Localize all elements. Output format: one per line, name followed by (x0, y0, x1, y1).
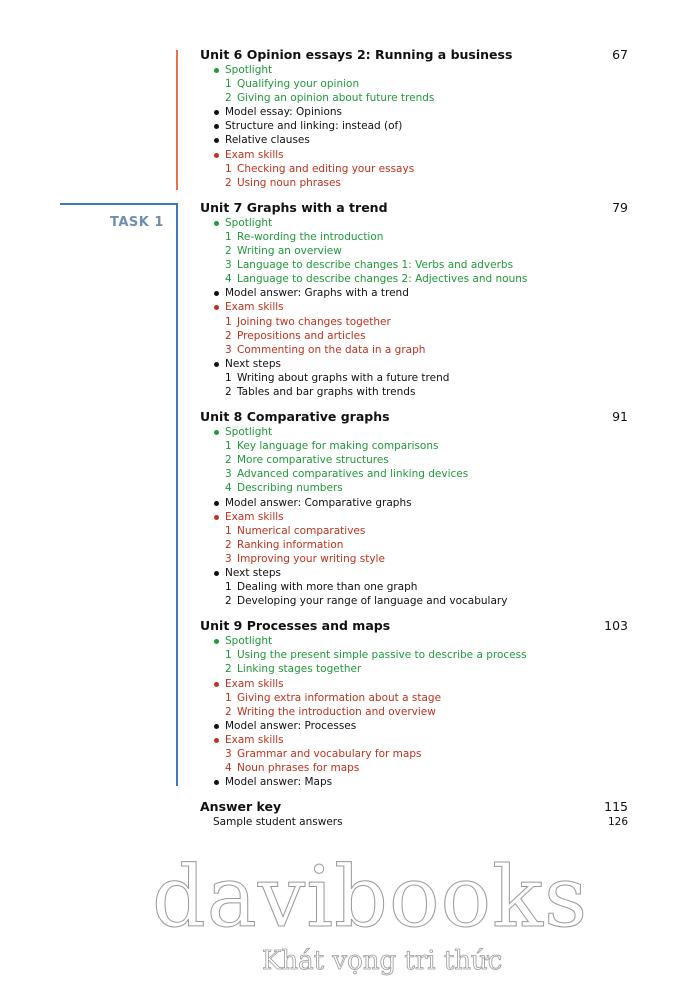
toc-subsection-entry[interactable] (200, 329, 628, 343)
entry-number: 3 (225, 468, 232, 481)
entry-number: 2 (225, 595, 232, 608)
entry-text: Exam skills (225, 148, 284, 161)
toc-subsection-entry[interactable] (200, 662, 628, 676)
entry-text: Model answer: Maps (225, 776, 333, 789)
entry-number: 1 (225, 581, 232, 594)
toc-section-entry[interactable] (200, 105, 628, 119)
entry-number: 1 (225, 315, 232, 328)
entry-text: Model answer: Comparative graphs (225, 496, 412, 509)
bullet-icon (214, 571, 219, 576)
entry-text: Exam skills (225, 733, 284, 746)
unit-section (200, 200, 628, 399)
unit-title: Unit 8 Comparative graphs (200, 409, 390, 425)
toc-subsection-entry[interactable] (200, 761, 628, 775)
entry-text: Spotlight (225, 426, 273, 439)
toc-subsection-entry[interactable] (200, 453, 628, 467)
entry-number: 1 (225, 649, 232, 662)
entry-text: Model essay: Opinions (225, 106, 342, 119)
toc-subsection-entry[interactable] (200, 244, 628, 258)
entry-number: 3 (225, 343, 232, 356)
unit-title: Unit 9 Processes and maps (200, 618, 391, 634)
sample-answers-page: 126 (607, 816, 628, 829)
toc-subsection-entry[interactable] (200, 77, 628, 91)
entry-text: Using noun phrases (237, 176, 341, 189)
entry-text: Model answer: Processes (225, 719, 357, 732)
entry-text: Commenting on the data in a graph (237, 343, 426, 356)
bullet-icon (214, 738, 219, 743)
entry-number: 3 (225, 552, 232, 565)
entry-text: Noun phrases for maps (237, 762, 360, 775)
entry-number: 1 (225, 371, 232, 384)
toc-subsection-entry[interactable] (200, 648, 628, 662)
toc-section-entry[interactable] (200, 148, 628, 162)
entry-text: Improving your writing style (237, 552, 385, 565)
toc-section-entry[interactable] (200, 119, 628, 133)
entry-number: 3 (225, 748, 232, 761)
unit-section (200, 47, 628, 190)
toc-section-entry[interactable] (200, 133, 628, 147)
toc-subsection-entry[interactable] (200, 343, 628, 357)
bullet-icon (214, 682, 219, 687)
table-of-contents (200, 47, 628, 839)
toc-section-entry[interactable] (200, 566, 628, 580)
entry-text: Exam skills (225, 677, 284, 690)
section-divider-orange (176, 50, 178, 190)
toc-subsection-entry[interactable] (200, 481, 628, 495)
entry-text: More comparative structures (237, 454, 389, 467)
entry-text: Grammar and vocabulary for maps (237, 748, 422, 761)
toc-subsection-entry[interactable] (200, 467, 628, 481)
entry-text: Exam skills (225, 301, 284, 314)
toc-subsection-entry[interactable] (200, 91, 628, 105)
entry-text: Prepositions and articles (237, 329, 366, 342)
entry-text: Re-wording the introduction (237, 230, 384, 243)
toc-subsection-entry[interactable] (200, 272, 628, 286)
toc-section-entry[interactable] (200, 719, 628, 733)
entry-text: Developing your range of language and vocabulary (237, 595, 508, 608)
entry-text: Ranking information (237, 538, 344, 551)
entry-text: Language to describe changes 1: Verbs and adverbs (237, 259, 514, 272)
unit-heading[interactable] (200, 200, 628, 216)
entry-number: 4 (225, 482, 232, 495)
toc-section-entry[interactable] (200, 775, 628, 789)
entry-text: Model answer: Graphs with a trend (225, 287, 409, 300)
unit-section (200, 409, 628, 608)
sample-answers-title: Sample student answers (213, 816, 343, 829)
entry-text: Advanced comparatives and linking devices (237, 468, 469, 481)
entry-number: 2 (225, 705, 232, 718)
toc-section-entry[interactable] (200, 357, 628, 371)
entry-text: Using the present simple passive to describe a process (237, 649, 527, 662)
toc-section-entry[interactable] (200, 510, 628, 524)
toc-subsection-entry[interactable] (200, 691, 628, 705)
entry-number: 4 (225, 762, 232, 775)
toc-section-entry[interactable] (200, 286, 628, 300)
toc-section-entry[interactable] (200, 216, 628, 230)
section-divider-blue-vertical (176, 203, 178, 786)
bullet-icon (214, 362, 219, 367)
toc-subsection-entry[interactable] (200, 580, 628, 594)
entry-text: Linking stages together (237, 663, 362, 676)
entry-number: 1 (225, 524, 232, 537)
unit-title: Unit 7 Graphs with a trend (200, 199, 388, 215)
section-divider-blue-horizontal (60, 203, 178, 205)
unit-title: Unit 6 Opinion essays 2: Running a business (200, 47, 513, 62)
toc-subsection-entry[interactable] (200, 747, 628, 761)
toc-section-entry[interactable] (200, 677, 628, 691)
answer-key-page: 115 (604, 799, 628, 815)
toc-subsection-entry[interactable] (200, 258, 628, 272)
entry-number: 1 (225, 78, 232, 91)
sample-answers-entry[interactable] (200, 815, 628, 829)
entry-text: Giving extra information about a stage (237, 691, 442, 704)
bullet-icon (214, 515, 219, 520)
entry-text: Structure and linking: instead (of) (225, 120, 403, 133)
toc-subsection-entry[interactable] (200, 705, 628, 719)
entry-number: 2 (225, 663, 232, 676)
task-label: TASK 1 (110, 215, 164, 230)
entry-text: Writing an overview (237, 245, 342, 258)
toc-subsection-entry[interactable] (200, 230, 628, 244)
toc-subsection-entry[interactable] (200, 524, 628, 538)
toc-subsection-entry[interactable] (200, 315, 628, 329)
bullet-icon (214, 153, 219, 158)
entry-text: Key language for making comparisons (237, 440, 439, 453)
entry-text: Giving an opinion about future trends (237, 92, 435, 105)
entry-number: 2 (225, 454, 232, 467)
unit-page: 103 (604, 618, 628, 634)
entry-number: 1 (225, 440, 232, 453)
entry-text: Spotlight (225, 216, 273, 229)
toc-section-entry[interactable] (200, 634, 628, 648)
bullet-icon (214, 724, 219, 729)
entry-text: Spotlight (225, 635, 273, 648)
unit-heading[interactable] (200, 618, 628, 634)
toc-subsection-entry[interactable] (200, 385, 628, 399)
entry-text: Next steps (225, 567, 281, 579)
toc-subsection-entry[interactable] (200, 162, 628, 176)
entry-number: 2 (225, 245, 232, 258)
entry-text: Relative clauses (225, 134, 310, 147)
entry-text: Writing the introduction and overview (237, 705, 436, 718)
entry-text: Language to describe changes 2: Adjectives and nouns (237, 273, 528, 286)
toc-section-entry[interactable] (200, 63, 628, 77)
toc-subsection-entry[interactable] (200, 538, 628, 552)
entry-text: Qualifying your opinion (237, 78, 360, 91)
entry-number: 2 (225, 176, 232, 189)
entry-text: Describing numbers (237, 482, 343, 495)
toc-subsection-entry[interactable] (200, 594, 628, 608)
unit-section (200, 618, 628, 789)
entry-text: Writing about graphs with a future trend (237, 371, 450, 384)
unit-heading[interactable] (200, 409, 628, 425)
toc-subsection-entry[interactable] (200, 176, 628, 190)
entry-text: Numerical comparatives (237, 524, 366, 537)
toc-subsection-entry[interactable] (200, 439, 628, 453)
entry-text: Next steps (225, 357, 281, 370)
entry-number: 1 (225, 691, 232, 704)
answer-key-section (200, 799, 628, 829)
entry-text: Spotlight (225, 64, 273, 76)
entry-number: 1 (225, 230, 232, 243)
watermark-tagline: Khát vọng tri thức (262, 946, 503, 976)
toc-subsection-entry[interactable] (200, 371, 628, 385)
entry-number: 3 (225, 259, 232, 272)
unit-heading[interactable] (200, 47, 628, 63)
answer-key-title: Answer key (200, 799, 282, 815)
entry-text: Exam skills (225, 510, 284, 523)
unit-page: 67 (612, 47, 628, 62)
bullet-icon (214, 221, 219, 226)
answer-key-heading[interactable] (200, 799, 628, 815)
bullet-icon (214, 68, 219, 73)
entry-text: Tables and bar graphs with trends (237, 385, 416, 398)
toc-section-entry[interactable] (200, 496, 628, 510)
unit-page: 79 (612, 199, 628, 215)
toc-subsection-entry[interactable] (200, 552, 628, 566)
unit-page: 91 (612, 409, 628, 425)
entry-number: 1 (225, 162, 232, 175)
entry-number: 4 (225, 273, 232, 286)
entry-number: 2 (225, 329, 232, 342)
entry-number: 2 (225, 92, 232, 105)
entry-text: Checking and editing your essays (237, 162, 415, 175)
entry-number: 2 (225, 385, 232, 398)
toc-section-entry[interactable] (200, 300, 628, 314)
entry-text: Dealing with more than one graph (237, 581, 418, 594)
watermark-logo: davibooks (152, 848, 589, 946)
toc-section-entry[interactable] (200, 733, 628, 747)
bullet-icon (214, 501, 219, 506)
toc-section-entry[interactable] (200, 425, 628, 439)
entry-number: 2 (225, 538, 232, 551)
entry-text: Joining two changes together (237, 315, 391, 328)
